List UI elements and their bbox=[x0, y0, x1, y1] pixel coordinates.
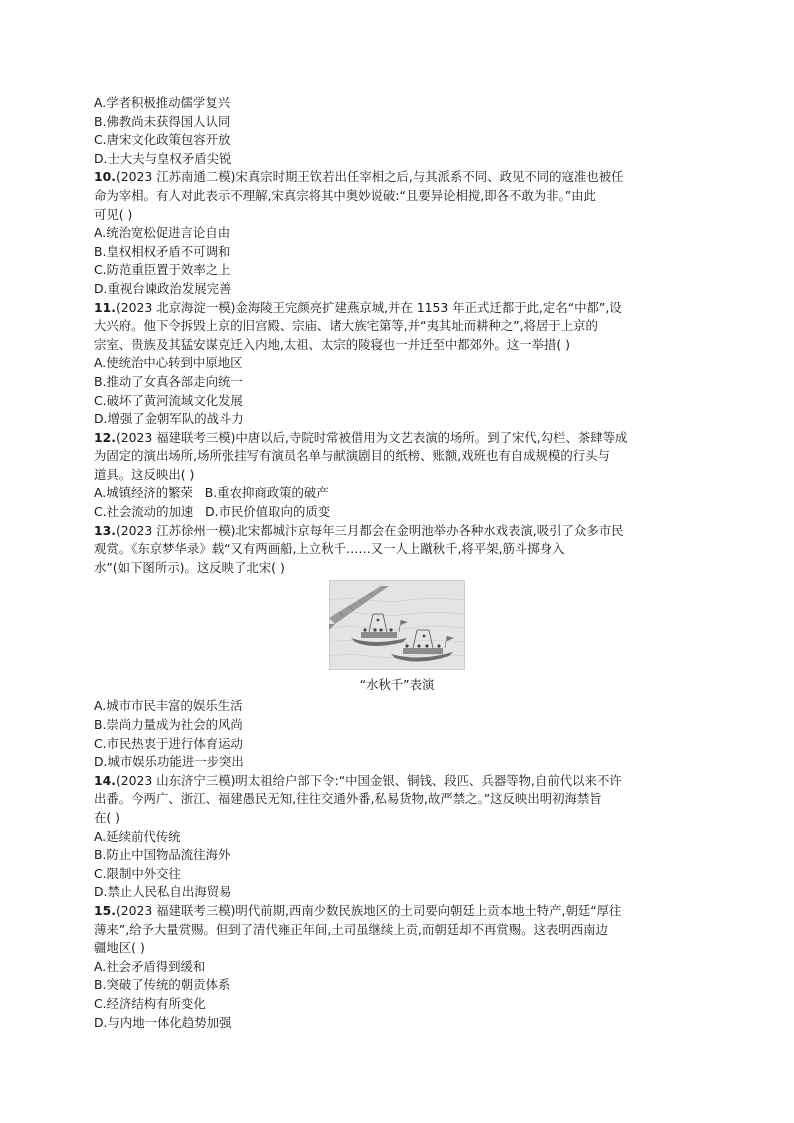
question-stem-line: 在( ) bbox=[94, 810, 120, 825]
option-b: B.佛教尚未获得国人认同 bbox=[94, 113, 231, 129]
question-stem-line: 为固定的演出场所,场所张挂写有演员名单与献演剧目的纸榜、账额,戏班也有自成规模的行头与 bbox=[94, 448, 610, 464]
figure-caption: “水秋千”表演 bbox=[359, 677, 435, 693]
question-stem-line: 10.(2023 江苏南通二模)宋真宗时期王钦若出任宰相之后,与其派系不同、政见不同的寇准也被任 bbox=[94, 169, 624, 185]
question-13 bbox=[94, 522, 700, 772]
option-a: A.学者积极推动儒学复兴 bbox=[94, 95, 231, 110]
option-c: C.限制中外交往 bbox=[94, 865, 181, 881]
option-row-cd: C.社会流动的加速 D.市民价值取向的质变 bbox=[94, 504, 331, 520]
option-b: B.突破了传统的朝贡体系 bbox=[94, 977, 231, 993]
question-stem-line: 14.(2023 山东济宁三模)明太祖给户部下令:“中国金银、铜钱、段匹、兵器等物,自前代以来不许 bbox=[94, 772, 622, 788]
question-stem-line: 疆地区( ) bbox=[94, 940, 145, 956]
option-c: C.市民热衷于进行体育运动 bbox=[94, 735, 243, 751]
option-b: B.崇尚力量成为社会的风尚 bbox=[94, 717, 243, 733]
option-row-ab: A.城镇经济的繁荣 B.重农抑商政策的破产 bbox=[94, 485, 329, 501]
question-stem-line: 12.(2023 福建联考三模)中唐以后,寺院时常被借用为文艺表演的场所。到了宋代,勾栏、茶肆等成 bbox=[94, 429, 628, 445]
question-stem-line: 水”(如下图所示)。这反映了北宋( ) bbox=[94, 559, 285, 575]
option-d: D.重视台谏政治发展完善 bbox=[94, 280, 232, 296]
option-d: D.与内地一体化趋势加强 bbox=[94, 1014, 232, 1030]
question-stem-line: 可见( ) bbox=[94, 206, 133, 222]
question-stem-line: 出番。今两广、浙江、福建愚民无知,往往交通外番,私易货物,故严禁之。”这反映出明初海禁旨 bbox=[94, 791, 602, 807]
option-a: A.城市市民丰富的娱乐生活 bbox=[94, 698, 243, 714]
question-10 bbox=[94, 168, 700, 298]
option-a: A.使统治中心转到中原地区 bbox=[94, 355, 243, 371]
question-number: 14. bbox=[94, 772, 116, 788]
option-b: B.推动了女真各部走向统一 bbox=[94, 373, 243, 389]
water-swing-painting bbox=[329, 580, 465, 670]
question-stem-line: 13.(2023 江苏徐州一模)北宋都城汴京每年三月都会在金明池举办各种水戏表演,吸引了众多市民 bbox=[94, 522, 624, 538]
question-9-options bbox=[94, 94, 700, 168]
option-d: D.禁止人民私自出海贸易 bbox=[94, 884, 232, 900]
question-list bbox=[94, 94, 700, 1032]
question-15 bbox=[94, 902, 700, 1032]
question-12 bbox=[94, 429, 700, 522]
question-stem-line: 命为宰相。有人对此表示不理解,宋真宗将其中奥妙说破:“且要异论相搅,即各不敢为非。”由此 bbox=[94, 187, 596, 203]
option-d: D.增强了金朝军队的战斗力 bbox=[94, 411, 244, 427]
option-a: A.统治宽松促进言论自由 bbox=[94, 225, 231, 241]
option-a: A.延续前代传统 bbox=[94, 828, 181, 844]
question-stem-line: 11.(2023 北京海淀一模)金海陵王完颜亮扩建燕京城,并在 1153 年正式迁都于此,定名“中都”,设 bbox=[94, 299, 622, 315]
water-swing-figure bbox=[94, 580, 700, 694]
question-14 bbox=[94, 772, 700, 902]
option-b: B.皇权相权矛盾不可调和 bbox=[94, 243, 231, 259]
question-stem-line: 道具。这反映出( ) bbox=[94, 466, 195, 482]
option-c: C.唐宋文化政策包容开放 bbox=[94, 132, 231, 148]
option-c: C.防范重臣置于效率之上 bbox=[94, 262, 231, 278]
question-stem-line: 15.(2023 福建联考三模)明代前期,西南少数民族地区的土司要向朝廷上贡本地土特产,朝廷“厚往 bbox=[94, 902, 622, 918]
question-number: 15. bbox=[94, 902, 116, 918]
option-a: A.社会矛盾得到缓和 bbox=[94, 958, 206, 974]
question-number: 10. bbox=[94, 169, 116, 185]
question-stem-line: 薄来”,给予大量赏赐。但到了清代雍正年间,土司虽继续上贡,而朝廷却不再赏赐。这表明西南边 bbox=[94, 921, 608, 937]
option-d: D.城市娱乐功能进一步突出 bbox=[94, 754, 244, 770]
question-stem-line: 宗室、贵族及其猛安谋克迁入内地,太祖、太宗的陵寝也一并迁至中都郊外。这一举措( ) bbox=[94, 336, 570, 352]
question-number: 12. bbox=[94, 429, 116, 445]
question-11 bbox=[94, 299, 700, 429]
option-b: B.防止中国物品流往海外 bbox=[94, 847, 231, 863]
question-stem-line: 观赏。《东京梦华录》载“又有两画船,上立秋千……又一人上蹴秋千,将平架,筋斗掷身入 bbox=[94, 541, 565, 557]
option-c: C.经济结构有所变化 bbox=[94, 995, 206, 1011]
option-c: C.破坏了黄河流域文化发展 bbox=[94, 392, 243, 408]
question-number: 13. bbox=[94, 522, 116, 538]
question-stem-line: 大兴府。他下令拆毁上京的旧宫殿、宗庙、诸大族宅第等,并“夷其址而耕种之”,将居于上京的 bbox=[94, 318, 598, 334]
option-d: D.士大夫与皇权矛盾尖锐 bbox=[94, 150, 232, 166]
question-number: 11. bbox=[94, 299, 116, 315]
